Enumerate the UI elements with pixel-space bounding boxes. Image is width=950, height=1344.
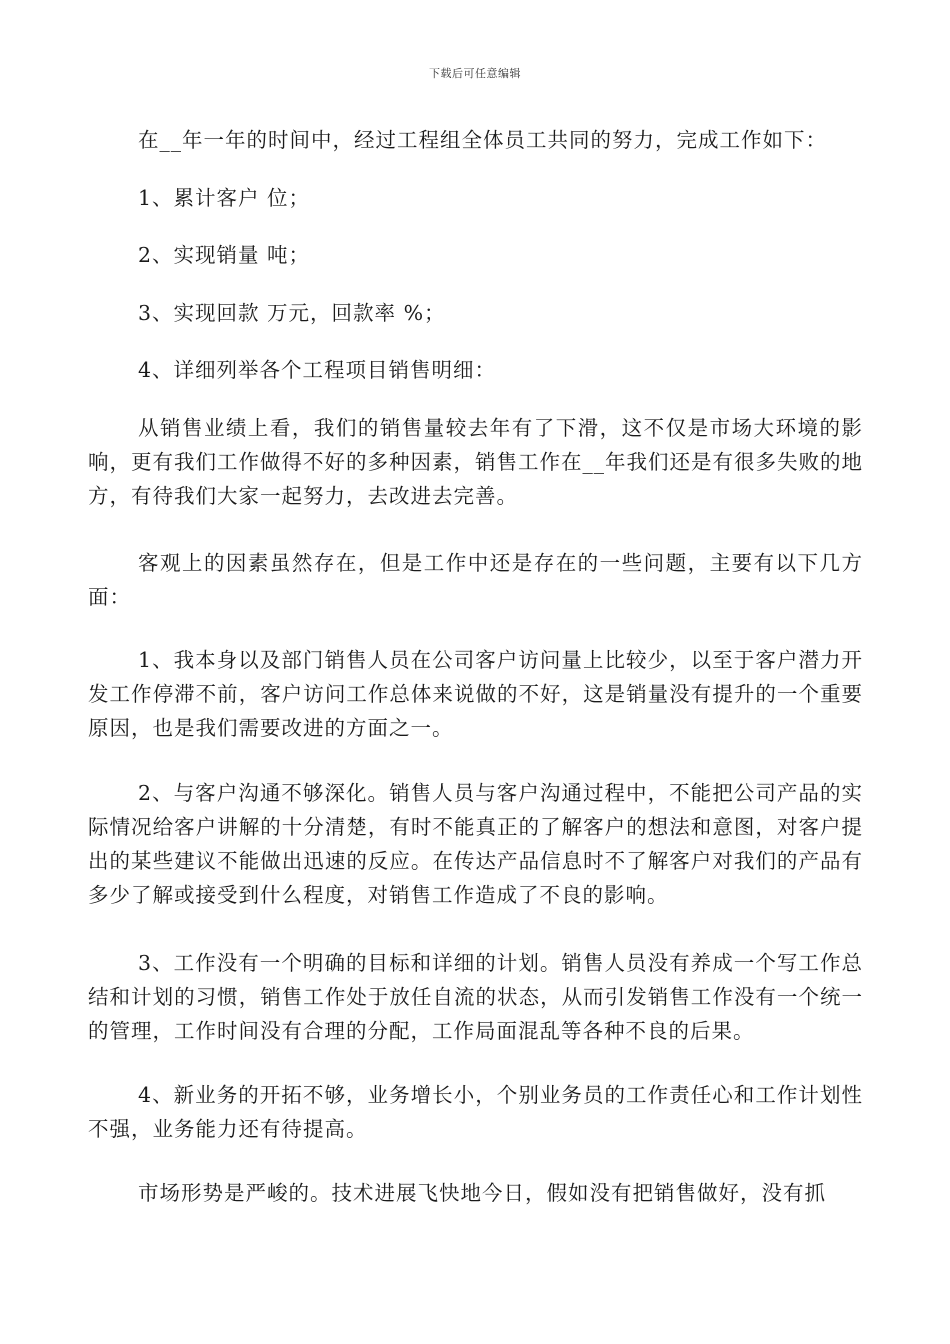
paragraph-item-1: 1、累计客户 位；	[138, 186, 311, 210]
paragraph-sales-performance: 从销售业绩上看，我们的销售量较去年有了下滑，这不仅是市场大环境的影响，更有我们工作做得不好的多种因素，销售工作在__年我们还是有很多失败的地方，有待我们大家一起努力，去改进去完善。	[88, 416, 863, 508]
paragraph-item-2: 2、实现销量 吨；	[138, 243, 311, 267]
paragraph-item-3: 3、实现回款 万元，回款率 %；	[138, 301, 446, 325]
paragraph-problem-2: 2、与客户沟通不够深化。销售人员与客户沟通过程中，不能把公司产品的实际情况给客户讲解的十分清楚，有时不能真正的了解客户的想法和意图，对客户提出的某些建议不能做出迅速的反应。在传达产品信息时不了解客户对我们的产品有多少了解或接受到什么程度，对销售工作造成了不良的影响。	[88, 781, 863, 907]
page-header: 下载后可任意编辑	[429, 67, 521, 80]
paragraph-item-4: 4、详细列举各个工程项目销售明细：	[138, 358, 497, 382]
paragraph-intro: 在__年一年的时间中，经过工程组全体员工共同的努力，完成工作如下：	[138, 128, 827, 152]
paragraph-problem-4: 4、新业务的开拓不够，业务增长小，个别业务员的工作责任心和工作计划性不强，业务能力还有待提高。	[88, 1083, 863, 1141]
paragraph-problems-intro: 客观上的因素虽然存在，但是工作中还是存在的一些问题，主要有以下几方面：	[88, 551, 863, 609]
paragraph-problem-1: 1、我本身以及部门销售人员在公司客户访问量上比较少，以至于客户潜力开发工作停滞不前，客户访问工作总体来说做的不好，这是销量没有提升的一个重要原因，也是我们需要改进的方面之一。	[88, 648, 863, 740]
paragraph-problem-3: 3、工作没有一个明确的目标和详细的计划。销售人员没有养成一个写工作总结和计划的习惯，销售工作处于放任自流的状态，从而引发销售工作没有一个统一的管理，工作时间没有合理的分配，工作局面混乱等各种不良的后果。	[88, 951, 863, 1043]
paragraph-market-situation: 市场形势是严峻的。技术进展飞快地今日，假如没有把销售做好，没有抓	[138, 1181, 826, 1205]
